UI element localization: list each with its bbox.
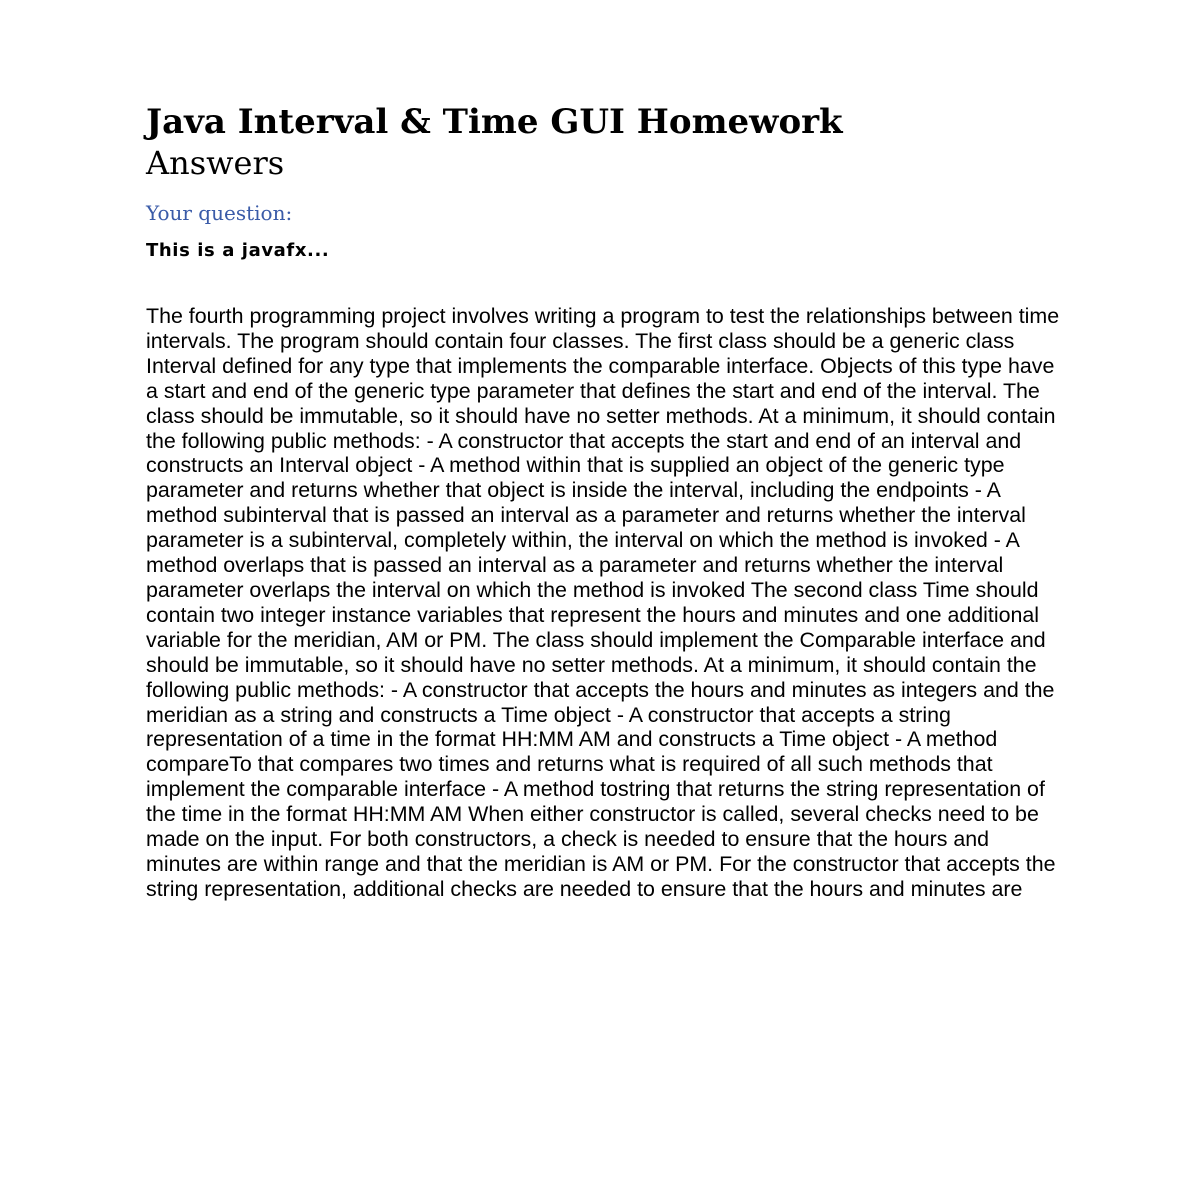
question-label: Your question: [146,201,293,225]
question-body: The fourth programming project involves writing a program to test the relationships between time intervals. The program should contain four classes. The first class should be a generic class Interval defined for any type that implements the comparable interface. Objects of this type have a start and end of the generic type parameter that defines the start and end of the interval. The class should be immutable, so it should have no setter methods. At a minimum, it should contain the following public methods: - A constructor that accepts the start and end of an interval and constructs an Interval object - A method within that is supplied an object of the generic type parameter and returns whether that object is inside the interval, including the endpoints - A method subinterval that is passed an interval as a parameter and returns whether the interval parameter is a subinterval, completely within, the interval on which the method is invoked - A method overlaps that is passed an interval as a parameter and returns whether the interval parameter overlaps the interval on which the method is invoked The second class Time should contain two integer instance variables that represent the hours and minutes and one additional variable for the meridian, AM or PM. The class should implement the Comparable interface and should be immutable, so it should have no setter methods. At a minimum, it should contain the following public methods: - A constructor that accepts the hours and minutes as integers and the meridian as a string and constructs a Time object - A constructor that accepts a string representation of a time in the format HH:MM AM and constructs a Time object - A method compareTo that compares two times and returns what is required of all such methods that implement the comparable interface - A method tostring that returns the string representation of the time in the format HH:MM AM When either constructor is called, several checks need to be made on the input. For both constructors, a check is needed to ensure that the hours and minutes are within range and that the meridian is AM or PM. For the constructor that accepts the string representation, additional checks are needed to ensure that the hours and minutes are [146,304,1060,901]
page-title: Java Interval & Time GUI Homework [146,102,843,142]
question-summary: This is a javafx... [146,240,330,261]
document-page [146,100,1066,902]
page-subtitle: Answers [146,144,285,182]
